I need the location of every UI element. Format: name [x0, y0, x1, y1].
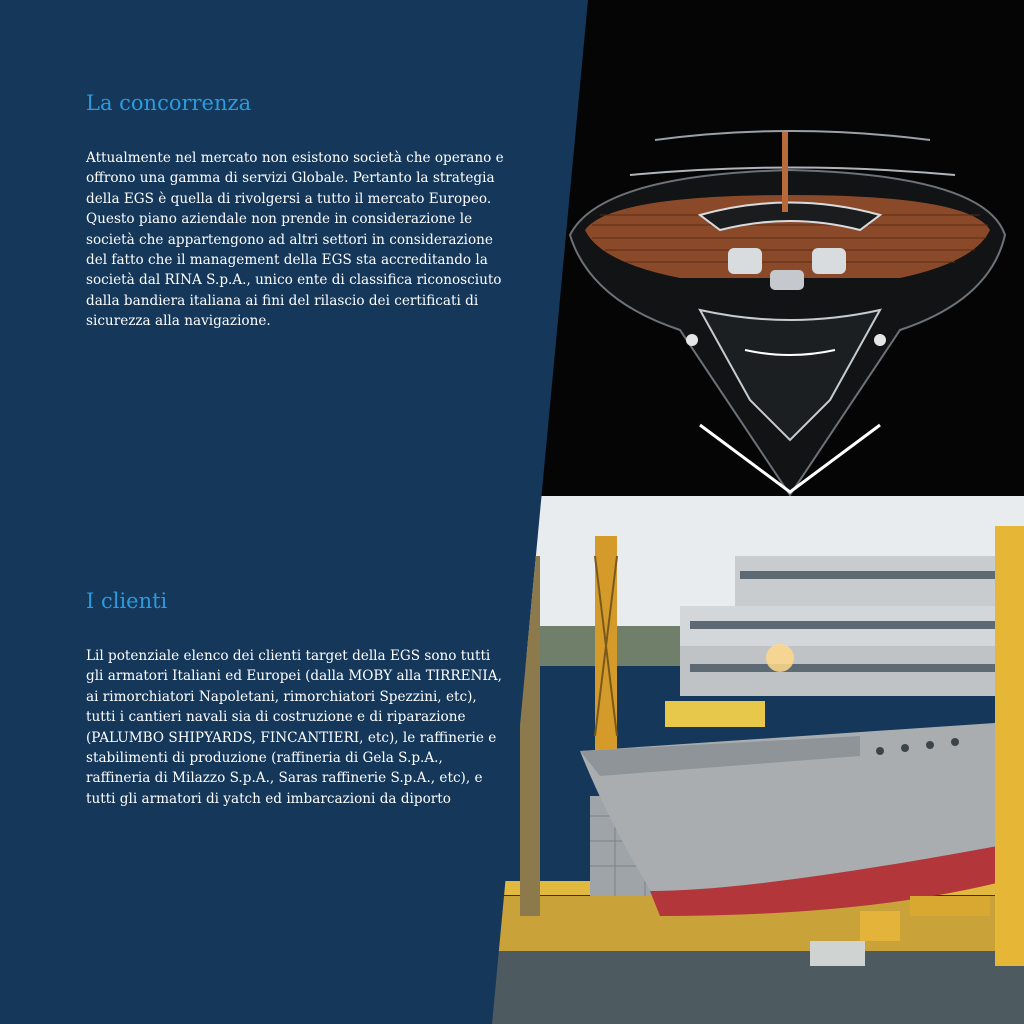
- section-body: Attualmente nel mercato non esistono società che operano e offrono una gamma di servizi Globale. Pertanto la strategia della EGS è quella di rivolgersi a tutto il mercato Europeo. Questo piano aziendale non prende in considerazione le società che appartengono ad altri settori in considerazione del fatto che il management della EGS sta accreditando la società dal RINA S.p.A., unico ente di classifica riconosciuto dalla bandiera italiana ai fini del rilascio dei certificati di sicurezza alla navigazione.: [86, 150, 504, 330]
- section-heading: I clienti: [86, 589, 168, 613]
- section-heading: La concorrenza: [86, 91, 252, 115]
- section-clients: [86, 588, 506, 809]
- section-body: Lil potenziale elenco dei clienti target della EGS sono tutti gli armatori Italiani ed Europei (dalla MOBY alla TIRRENIA, ai rimorchiatori Napoletani, rimorchiatori Spezzini, etc), tutti i cantieri navali sia di costruzione e di riparazione (PALUMBO SHIPYARDS, FINCANTIERI, etc), le raffinerie e stabilimenti di produzione (raffineria di Gela S.p.A., raffineria di Milazzo S.p.A., Saras raffinerie S.p.A., etc), e tutti gli armatori di yatch ed imbarcazioni da diporto: [86, 648, 502, 807]
- section-competition: [86, 90, 506, 332]
